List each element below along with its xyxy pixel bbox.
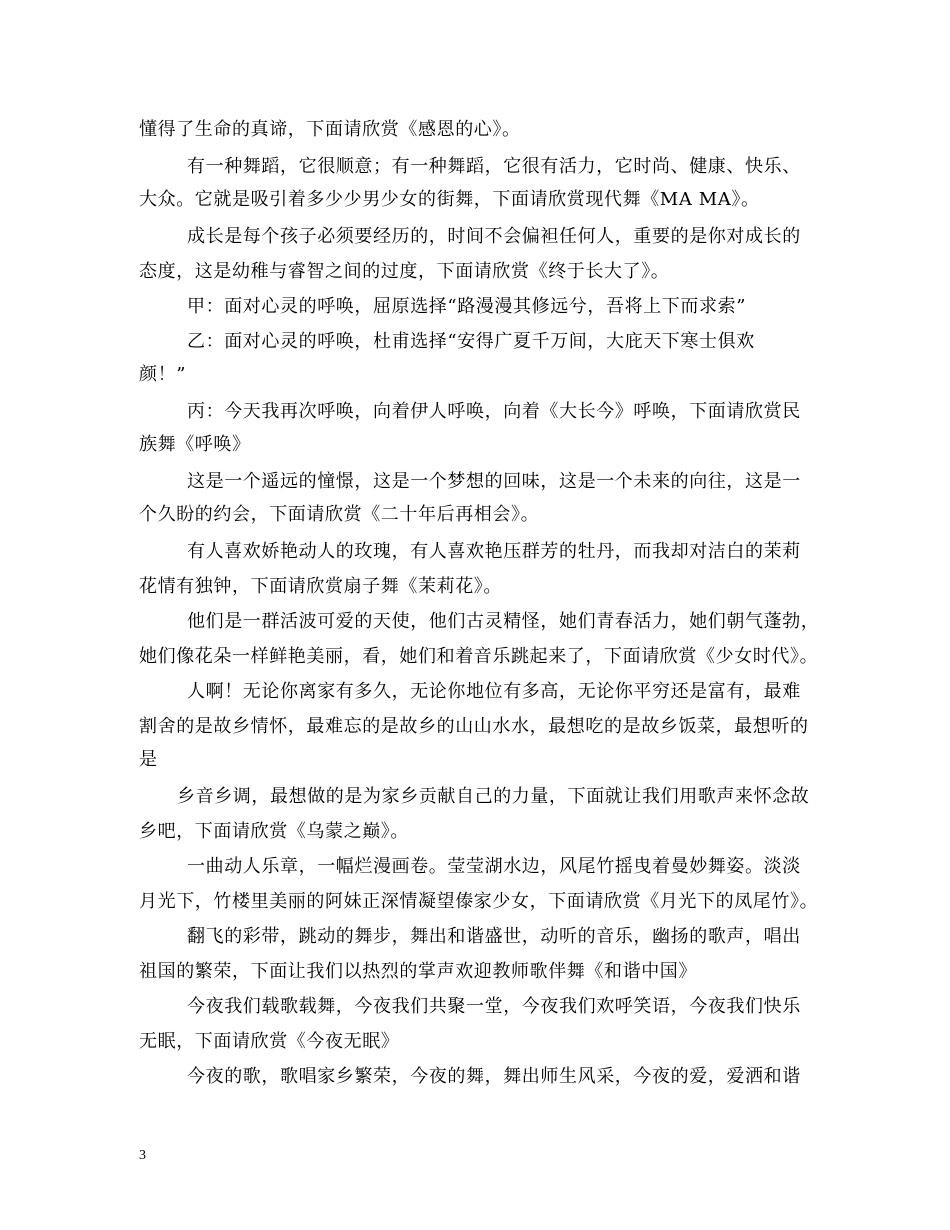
- text-line: 族舞《呼唤》: [139, 434, 251, 455]
- text-line: 态度，这是幼稚与睿智之间的过度，下面请欣赏《终于长大了》。: [139, 261, 670, 282]
- text-line: 有人喜欢娇艳动人的玫瑰，有人喜欢艳压群芳的牡丹，而我却对洁白的茉莉: [187, 541, 801, 562]
- text-line: 丙：今天我再次呼唤，向着伊人呼唤，向着《大长今》呼唤，下面请欣赏民: [187, 401, 801, 422]
- text-line: 无眠，下面请欣赏《今夜无眠》: [139, 1031, 400, 1052]
- text-line: 颜！”: [139, 364, 187, 385]
- text-line: 乡吧，下面请欣赏《乌蒙之巅》。: [139, 821, 409, 842]
- text-line: 一曲动人乐章，一幅烂漫画卷。莹莹湖水边，风尾竹摇曳着曼妙舞姿。淡淡: [187, 856, 801, 877]
- text-line: 人啊！无论你离家有多久，无论你地位有多高，无论你平穷还是富有，最难: [187, 681, 801, 702]
- text-line: 花情有独钟，下面请欣赏扇子舞《茉莉花》。: [139, 576, 502, 597]
- text-line: 割舍的是故乡情怀，最难忘的是故乡的山山水水，最想吃的是故乡饭菜，最想听的: [139, 716, 809, 737]
- text-line: 成长是每个孩子必须要经历的，时间不会偏袒任何人，重要的是你对成长的: [187, 226, 801, 247]
- text-line: 乙：面对心灵的呼唤，杜甫选择“安得广夏千万间，大庇天下寒士俱欢: [187, 331, 755, 352]
- text-line: 这是一个遥远的憧憬，这是一个梦想的回味，这是一个未来的向往，这是一: [187, 471, 801, 492]
- text-line: 个久盼的约会，下面请欣赏《二十年后再相会》。: [139, 504, 540, 525]
- text-line: 懂得了生命的真谛，下面请欣赏《感恩的心》。: [139, 119, 521, 140]
- text-line: 乡音乡调，最想做的是为家乡贡献自己的力量，下面就让我们用歌声来怀念故: [177, 786, 810, 807]
- text-line: 他们是一群活波可爱的天使，他们古灵精怪，她们青春活力，她们朝气蓬勃，: [187, 611, 820, 632]
- text-line: 大众。它就是吸引着多少少男少女的街舞，下面请欣赏现代舞《MA MA》。: [139, 189, 760, 210]
- text-line: 有一种舞蹈，它很顺意；有一种舞蹈，它很有活力，它时尚、健康、快乐、: [187, 156, 801, 177]
- text-line: 今夜的歌，歌唱家乡繁荣，今夜的舞，舞出师生风采，今夜的爱，爱洒和谐: [187, 1066, 801, 1087]
- text-line: 甲：面对心灵的呼唤，屈原选择“路漫漫其修远兮，吾将上下而求索”: [187, 296, 747, 317]
- text-line: 她们像花朵一样鲜艳美丽，看，她们和着音乐跳起来了，下面请欣赏《少女时代》。: [139, 646, 819, 667]
- page-number: 3: [139, 1148, 146, 1163]
- text-line: 今夜我们载歌载舞，今夜我们共聚一堂，今夜我们欢呼笑语，今夜我们快乐: [187, 996, 801, 1017]
- text-line: 是: [139, 749, 158, 770]
- text-line: 月光下，竹楼里美丽的阿妹正深情凝望傣家少女，下面请欣赏《月光下的凤尾竹》。: [139, 891, 819, 912]
- text-line: 祖国的繁荣，下面让我们以热烈的掌声欢迎教师歌伴舞《和谐中国》: [139, 961, 697, 982]
- text-line: 翻飞的彩带，跳动的舞步，舞出和谐盛世，动听的音乐，幽扬的歌声，唱出: [187, 926, 801, 947]
